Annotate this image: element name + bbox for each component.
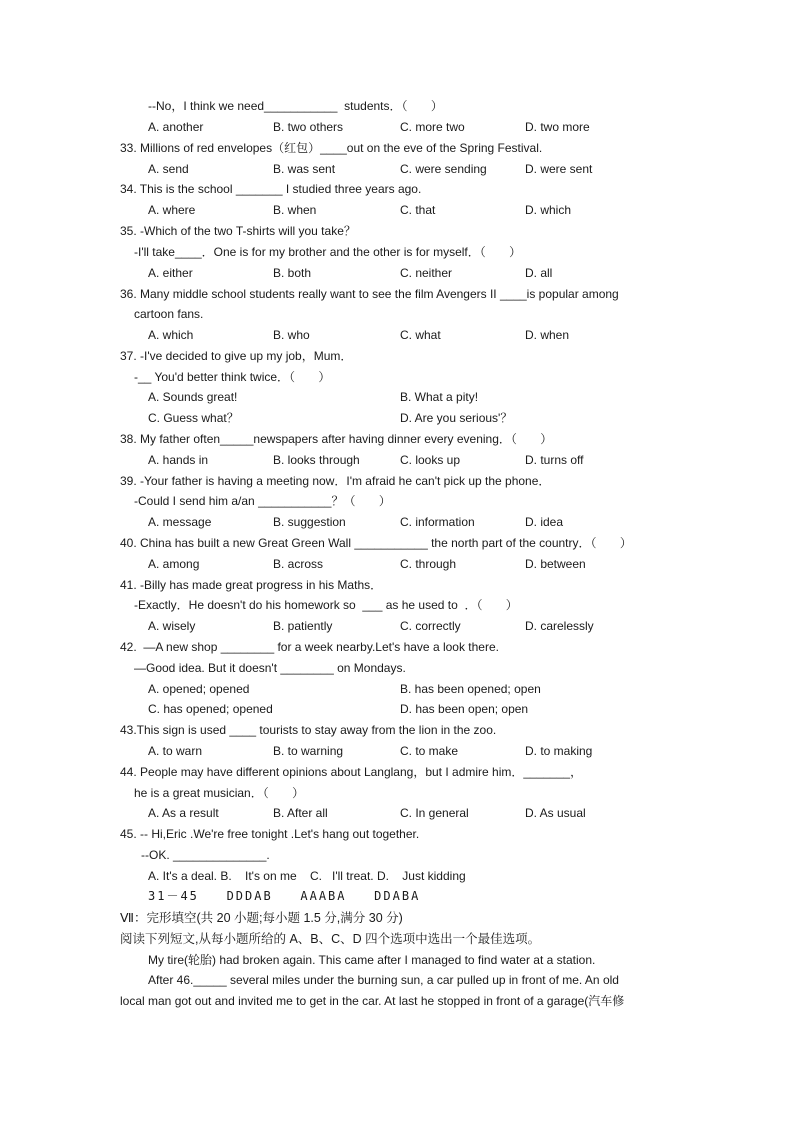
- option-c: C. correctly: [400, 619, 461, 633]
- section-instruction: 阅读下列短文,从每小题所给的 A、B、C、D 四个选项中选出一个最佳选项。: [120, 932, 541, 946]
- question-35-reply: -I'll take____．One is for my brother and the other is for myself．（ ）: [134, 245, 522, 259]
- question-44-cont: he is a great musician．（ ）: [134, 786, 305, 800]
- option-d: D. two more: [525, 120, 590, 134]
- option-d: D. when: [525, 328, 570, 342]
- question-37: 37. -I've decided to give up my job，Mum．: [120, 349, 353, 363]
- option-a: A. As a result: [148, 806, 219, 820]
- option-b: B. patiently: [273, 619, 333, 633]
- option-a: A. another: [148, 120, 204, 134]
- option-b: B. both: [273, 266, 312, 280]
- option-c: C. that: [400, 203, 436, 217]
- option-c: C. Guess what？: [148, 411, 239, 425]
- option-d: D. which: [525, 203, 572, 217]
- question-36: 36. Many middle school students really want to see the film Avengers II ____is popular among: [120, 287, 619, 301]
- question-42: 42. —A new shop ________ for a week nearby.Let's have a look there.: [120, 640, 499, 654]
- option-b: B. two others: [273, 120, 344, 134]
- option-c: C. information: [400, 515, 475, 529]
- question-35: 35. -Which of the two T-shirts will you take？: [120, 224, 356, 238]
- section-title: Ⅶ：完形填空(共 20 小题;每小题 1.5 分,满分 30 分): [120, 911, 403, 925]
- question-line: --No，I think we need___________ students．（ ）: [148, 99, 443, 113]
- question-34: 34. This is the school _______ I studied three years ago.: [120, 182, 422, 196]
- option-c: C. In general: [400, 806, 469, 820]
- option-b: B. when: [273, 203, 317, 217]
- option-d: D. turns off: [525, 453, 584, 467]
- option-d: D. to making: [525, 744, 593, 758]
- option-a: A. where: [148, 203, 196, 217]
- option-b: B. who: [273, 328, 310, 342]
- option-c: C. were sending: [400, 162, 487, 176]
- question-37-reply: -__ You'd better think twice．（ ）: [134, 370, 331, 384]
- option-d: D. carelessly: [525, 619, 594, 633]
- option-b: B. looks through: [273, 453, 360, 467]
- option-c: C. to make: [400, 744, 459, 758]
- option-a: A. to warn: [148, 744, 203, 758]
- option-a: A. either: [148, 266, 193, 280]
- option-b: B. suggestion: [273, 515, 346, 529]
- question-39: 39. -Your father is having a meeting now．I'm afraid he can't pick up the phone．: [120, 474, 551, 488]
- option-a: A. opened; opened: [148, 682, 250, 696]
- option-b: B. After all: [273, 806, 328, 820]
- option-a: A. among: [148, 557, 200, 571]
- option-d: D. As usual: [525, 806, 586, 820]
- question-41-reply: -Exactly．He doesn't do his homework so ___ as he used to ．（ ）: [134, 598, 518, 612]
- question-39-reply: -Could I send him a/an ___________？（ ）: [134, 494, 391, 508]
- question-42-reply: —Good idea. But it doesn't ________ on Mondays.: [134, 661, 406, 675]
- question-40: 40. China has built a new Great Green Wall ___________ the north part of the country．（ ）: [120, 536, 632, 550]
- option-d: D. were sent: [525, 162, 593, 176]
- option-d: D. Are you serious'？: [400, 411, 513, 425]
- option-d: D. idea: [525, 515, 564, 529]
- question-45-reply: --OK. ______________.: [141, 848, 270, 862]
- passage-line: After 46._____ several miles under the burning sun, a car pulled up in front of me. An old: [148, 973, 619, 987]
- option-a: A. send: [148, 162, 189, 176]
- option-c: C. neither: [400, 266, 453, 280]
- option-row: A. It's a deal. B. It's on me C. I'll treat. D. Just kidding: [148, 869, 466, 883]
- option-b: B. has been opened; open: [400, 682, 541, 696]
- option-d: D. between: [525, 557, 586, 571]
- question-45: 45. -- Hi,Eric .We're free tonight .Let's hang out together.: [120, 827, 420, 841]
- option-a: A. which: [148, 328, 194, 342]
- question-41: 41. -Billy has made great progress in his Maths．: [120, 578, 383, 592]
- option-b: B. across: [273, 557, 324, 571]
- option-b: B. to warning: [273, 744, 344, 758]
- question-43: 43.This sign is used ____ tourists to stay away from the lion in the zoo.: [120, 723, 497, 737]
- option-a: A. wisely: [148, 619, 196, 633]
- option-a: A. Sounds great!: [148, 390, 238, 404]
- option-c: C. more two: [400, 120, 465, 134]
- option-b: B. was sent: [273, 162, 336, 176]
- question-44: 44. People may have different opinions about Langlang，but I admire him．_______，: [120, 765, 583, 779]
- passage-line: My tire(轮胎) had broken again. This came after I managed to find water at a station.: [148, 953, 596, 967]
- option-b: B. What a pity!: [400, 390, 479, 404]
- question-36-cont: cartoon fans.: [134, 307, 204, 321]
- question-33: 33. Millions of red envelopes（红包）____out on the eve of the Spring Festival.: [120, 141, 543, 155]
- option-c: C. through: [400, 557, 457, 571]
- answer-key: 31－45 DDDAB AAABA DDABA: [148, 889, 421, 903]
- option-c: C. looks up: [400, 453, 461, 467]
- option-a: A. hands in: [148, 453, 209, 467]
- option-c: C. what: [400, 328, 441, 342]
- option-a: A. message: [148, 515, 212, 529]
- option-d: D. has been open; open: [400, 702, 529, 716]
- option-c: C. has opened; opened: [148, 702, 273, 716]
- question-38: 38. My father often_____newspapers after having dinner every evening．（ ）: [120, 432, 553, 446]
- option-d: D. all: [525, 266, 553, 280]
- passage-line: local man got out and invited me to get in the car. At last he stopped in front of a garage(汽车修: [120, 994, 625, 1008]
